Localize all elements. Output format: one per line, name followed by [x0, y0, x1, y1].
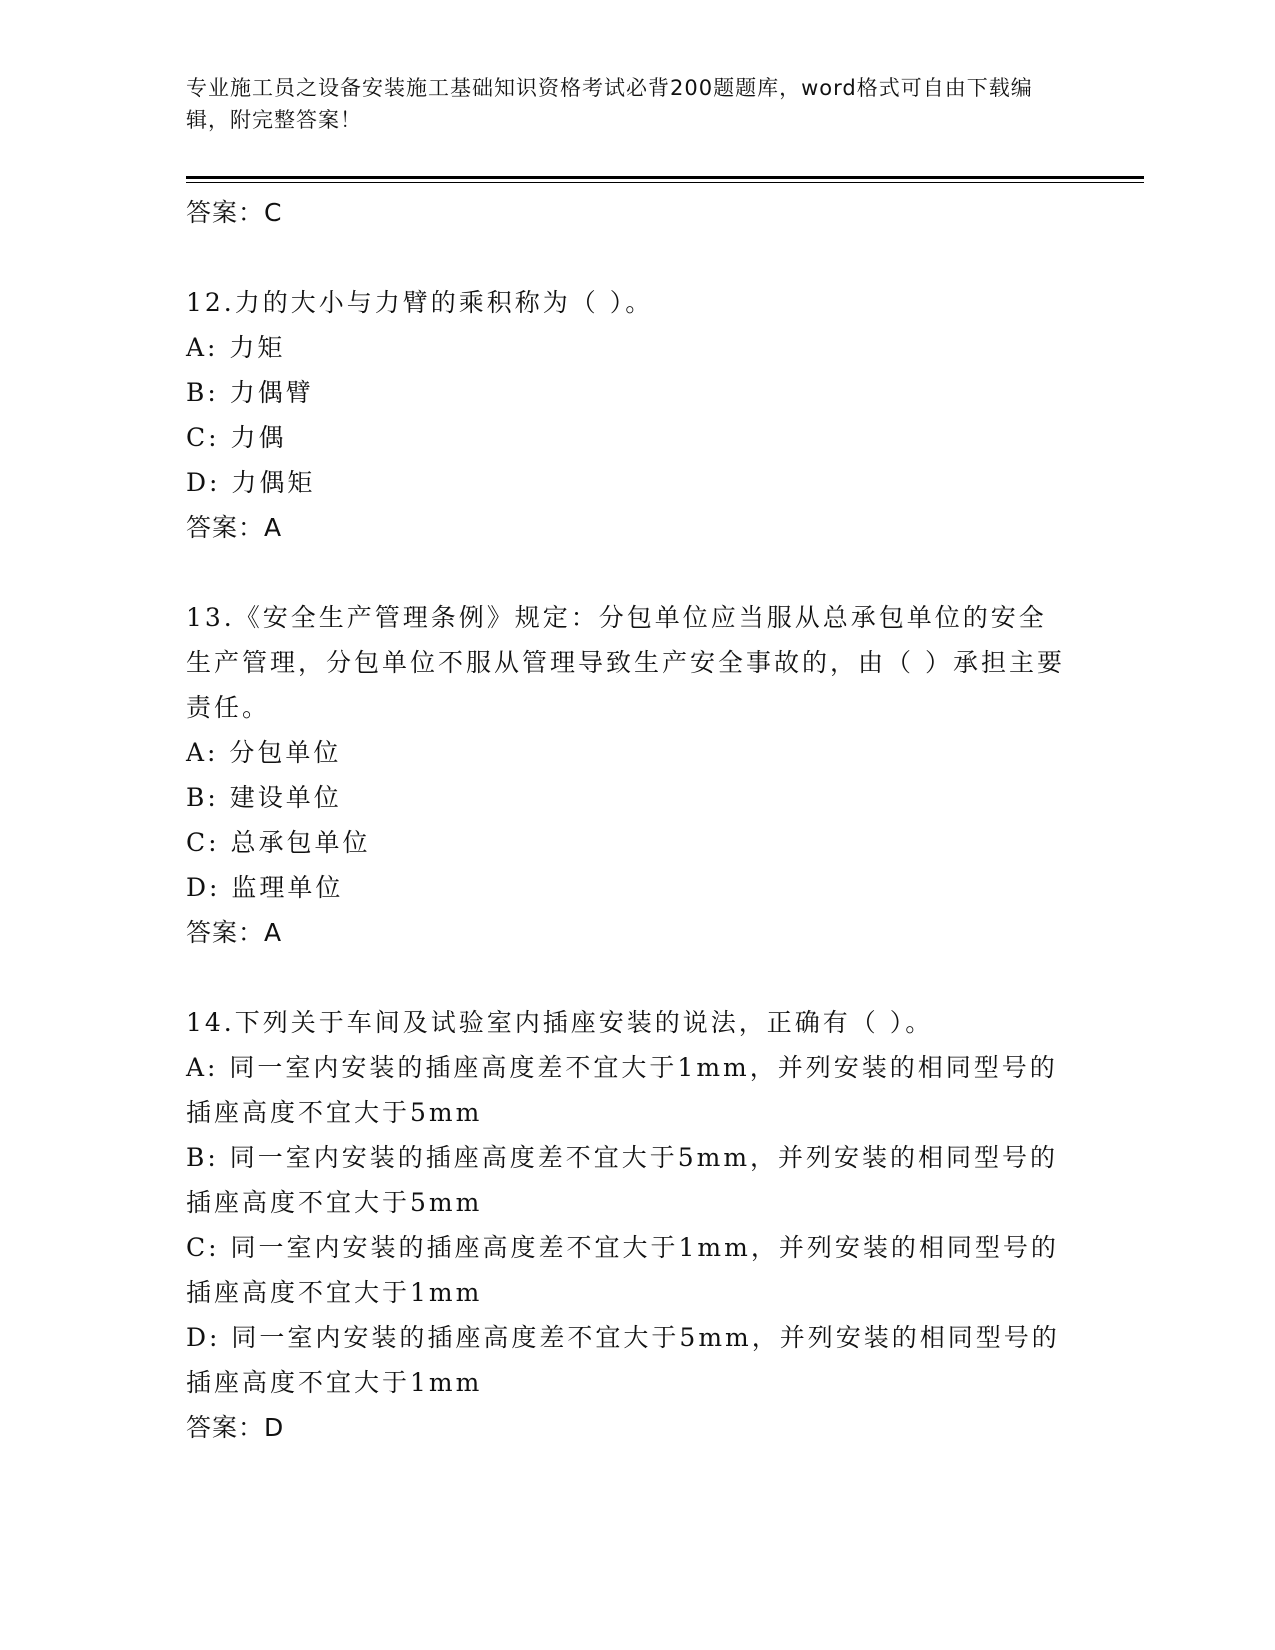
document-header: 专业施工员之设备安装施工基础知识资格考试必背200题题库，word格式可自由下载编辑，附完整答案！ — [186, 76, 1033, 132]
answer: 答案：A — [186, 918, 283, 947]
option-b: B: 同一室内安装的插座高度差不宜大于5mm，并列安装的相同型号的插座高度不宜大于5mm — [186, 1143, 1059, 1217]
option-b: B: 建设单位 — [186, 783, 342, 812]
answer: 答案：A — [186, 513, 283, 542]
option-c: C: 总承包单位 — [186, 828, 371, 857]
option-d: D: 监理单位 — [186, 873, 344, 902]
option-b: B: 力偶臂 — [186, 378, 314, 407]
option-a: A: 分包单位 — [186, 738, 342, 767]
header-divider-thick — [186, 176, 1144, 179]
question-14 — [186, 1000, 1086, 1450]
question-text: 14.下列关于车间及试验室内插座安装的说法，正确有（ ）。 — [186, 1008, 934, 1037]
option-a: A: 力矩 — [186, 333, 286, 362]
answer: 答案：D — [186, 1413, 285, 1442]
option-c: C: 同一室内安装的插座高度差不宜大于1mm，并列安装的相同型号的插座高度不宜大于1mm — [186, 1233, 1059, 1307]
option-a: A: 同一室内安装的插座高度差不宜大于1mm，并列安装的相同型号的插座高度不宜大于5mm — [186, 1053, 1058, 1127]
header-divider-thin — [186, 182, 1144, 183]
question-text: 13.《安全生产管理条例》规定：分包单位应当服从总承包单位的安全生产管理，分包单位不服从管理导致生产安全事故的，由（ ）承担主要责任。 — [186, 603, 1065, 722]
question-text: 12.力的大小与力臂的乘积称为（ ）。 — [186, 288, 654, 317]
option-d: D: 同一室内安装的插座高度差不宜大于5mm，并列安装的相同型号的插座高度不宜大于1mm — [186, 1323, 1060, 1397]
option-c: C: 力偶 — [186, 423, 287, 452]
question-13 — [186, 595, 1086, 955]
question-list — [186, 190, 1086, 1450]
previous-answer: 答案：C — [186, 198, 283, 227]
question-12 — [186, 280, 1086, 550]
option-d: D: 力偶矩 — [186, 468, 316, 497]
